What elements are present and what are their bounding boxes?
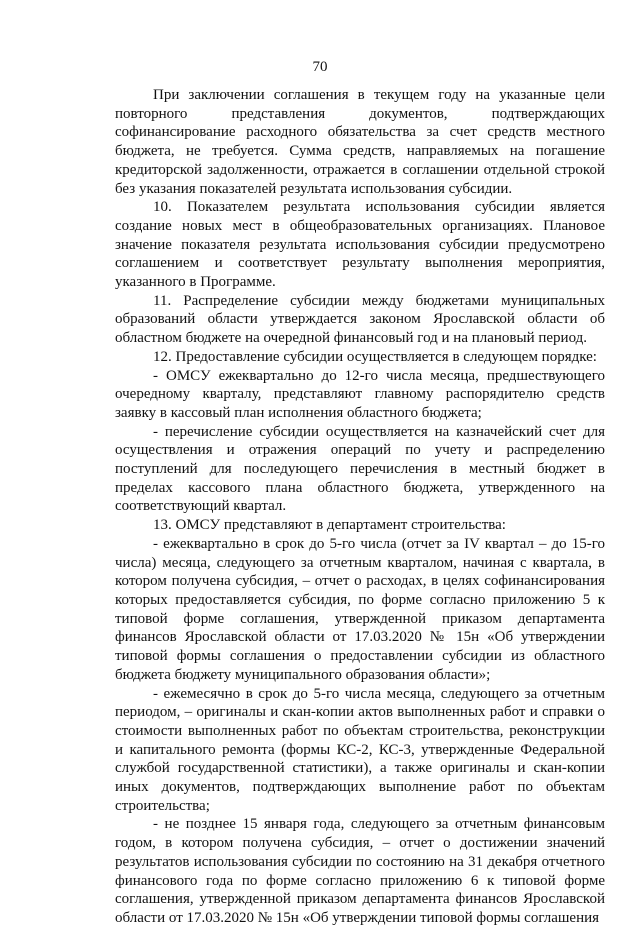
paragraph-4: 12. Предоставление субсидии осуществляется в следующем порядке: [153,348,597,365]
paragraph-3: 11. Распределение субсидии между бюджетами муниципальных образований области утверждается законом Ярославской области об областном бюджете на очередной финансовый год и на плановый период. [115,292,605,347]
paragraph-9: - ежемесячно в срок до 5-го числа месяца, следующего за отчетным периодом, – оригиналы и скан-копии актов выполненных работ и справки о стоимости выполненных работ по объектам строительства, реконструкции и капитального ремонта (формы КС-2, КС-3, утвержденные Федеральной службой государственной статистики), а также оригиналы и скан-копии иных документов, подтверждающих выполнение работ по объектам строительства; [115,685,605,814]
paragraph-10: - не позднее 15 января года, следующего за отчетным финансовым годом, в котором получена субсидия, – отчет о достижении значений результатов использования субсидии по состоянию на 31 декабря отчетного финансового года по форме согласно приложению 6 к типовой форме соглашения, утвержденной приказом департамента финансов Ярославской области от 17.03.2020 № 15н «Об утверждении типовой формы соглашения [115,816,605,926]
paragraph-6: - перечисление субсидии осуществляется на казначейский счет для осуществления и отражения операций по учету и распределению поступлений для последующего перечисления в местный бюджет в пределах кассового плана областного бюджета, утвержденного на соответствующий квартал. [115,423,605,515]
paragraph-1: При заключении соглашения в текущем году на указанные цели повторного представления документов, подтверждающих софинансирование расходного обязательства за счет средств местного бюджета, не требуется. Сумма средств, направляемых на погашение кредиторской задолженности, отражается в соглашении отдельной строкой без указания показателей результата использования субсидии. [115,87,605,197]
document-body [115,86,605,928]
paragraph-8: - ежеквартально в срок до 5-го числа (отчет за IV квартал – до 15-го числа) месяца, следующего за отчетным кварталом, начиная с квартала, в котором получена субсидия, – отчет о расходах, в целях софинансирования которых предоставляется субсидия, по форме согласно приложению 5 к типовой форме соглашения, утвержденной приказом департамента финансов Ярославской области от 17.03.2020 № 15н «Об утверждении типовой формы соглашения о предоставлении субсидии из областного бюджета бюджету муниципального образования области»; [115,535,605,683]
paragraph-7: 13. ОМСУ представляют в департамент строительства: [153,517,506,534]
paragraph-5: - ОМСУ ежеквартально до 12-го числа месяца, предшествующего очередному кварталу, представляют главному распорядителю средств заявку в кассовый план исполнения областного бюджета; [115,367,605,421]
page-number: 70 [312,59,328,75]
paragraph-2: 10. Показателем результата использования субсидии является создание новых мест в общеобразовательных организациях. Плановое значение показателя результата использования субсидии предусмотрено соглашением и соответствует результату выполнения мероприятия, указанного в Программе. [115,199,605,291]
